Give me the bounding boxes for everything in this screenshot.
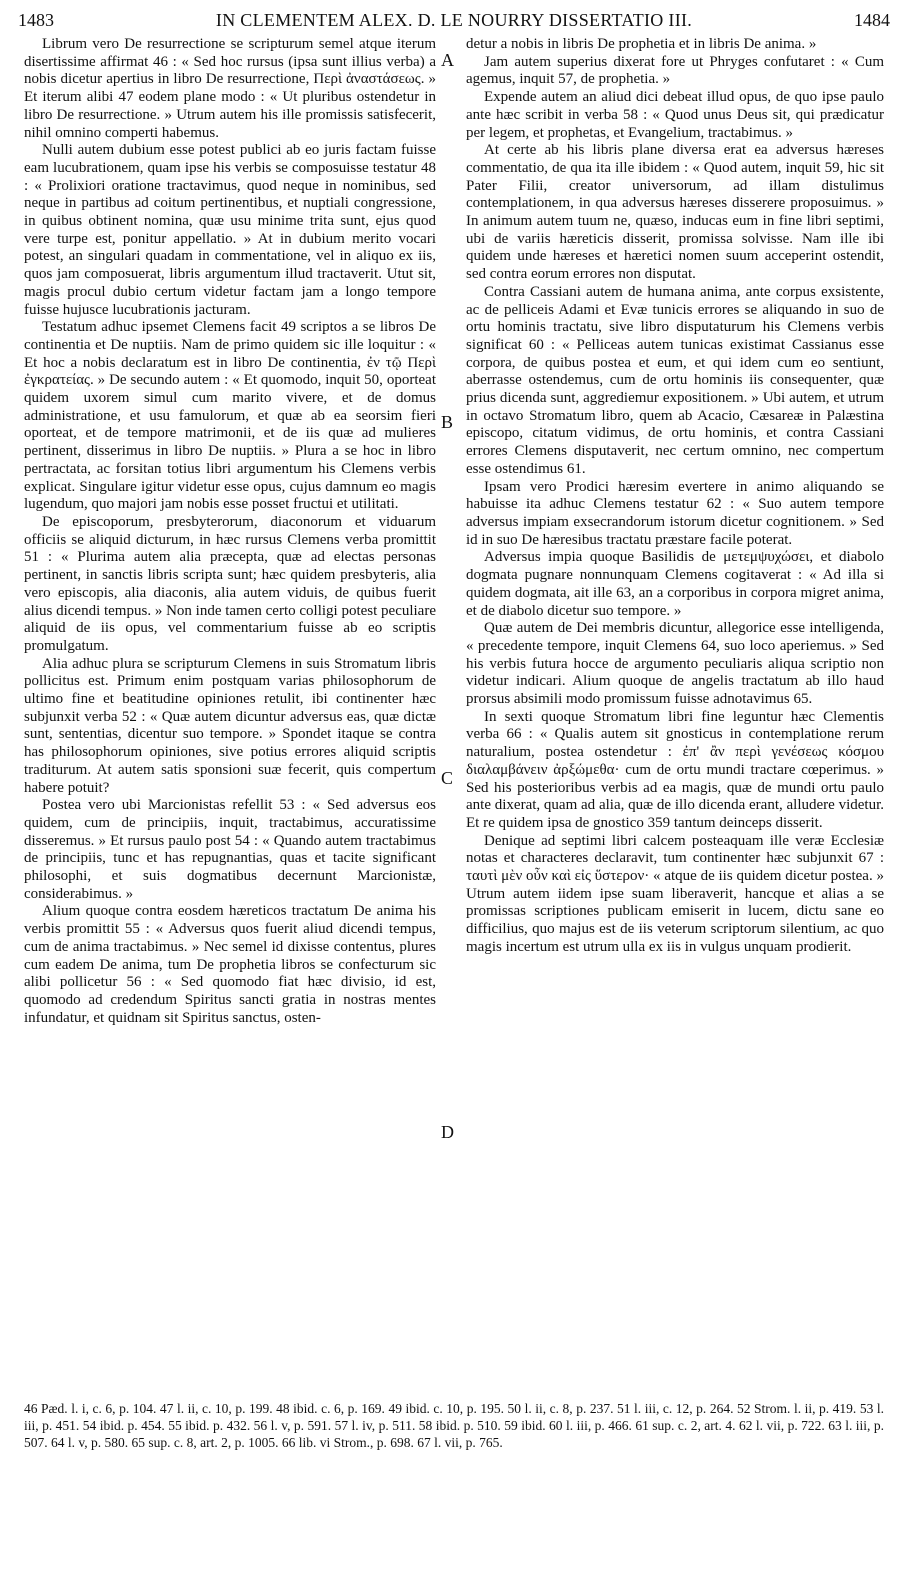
paragraph: De episcoporum, presbyterorum, diaconorum et viduarum officiis se aliquid dicturum, in hæc rursus Clemens verba promittit 51 : « Plurima autem alia præcepta, quæ ad electas personas pertinent, in sanctis libris scripta sunt; hæc quidem presbyteris, alia vero episcopis, alia diaconis, alia autem viduis, de quibus fuerit alius dicendi tempus. » Non inde tamen certo colligi potest peculiare aliquid de iis opus, vel commentarium fuisse ab eo scriptis promulgatum. bbox=[24, 513, 436, 654]
right-column bbox=[466, 36, 884, 957]
paragraph: Quæ autem de Dei membris dicuntur, allegorice esse intelligenda, « precedente tempore, inquit Clemens 64, suo loco aperiemus. » Sed his verbis futura hocce de argumento peculiaris aliqua scriptio non videtur indicari. Alium quoque de angelis tractatum ab illo haud prorsus absimili modo promissum fuisse adnotavimus 65. bbox=[466, 620, 884, 708]
margin-letter-c: C bbox=[441, 768, 454, 788]
margin-letter-a: A bbox=[441, 50, 454, 70]
page-number-right: 1484 bbox=[854, 10, 890, 30]
paragraph: Nulli autem dubium esse potest publici ab eo juris factam fuisse eam lucubrationem, quam ipse his verbis se composuisse testatur 48 : « Prolixiori oratione tractavimus, quod neque in nominibus, sed neque in partibus ad coitum pertinentibus, et nuptiali congressione, in quibus obtinent nomina, quæ usu minime trita sunt, ejus quod vere turpe est, ponitur appellatio. » At in dubium merito vocari potest, an singulari quadam in commentatione, vel in aliquo ex iis, quos jam composuerat, libris argumentum illud tractaverit. Utut sit, magis procul dubio certum videtur factam jam a longo tempore fuisse hujusce lucubrationis jacturam. bbox=[24, 142, 436, 318]
paragraph: At certe ab his libris plane diversa erat ea adversus hæreses commentatio, de qua ita ille ibidem : « Quod autem, inquit 59, hic sit Pater Filii, creator universorum, ad illam distulimus contemplationem, in qua adversus hæreses disserere proposuimus. » In animum autem tuum ne, quæso, inducas eum in fine libri septimi, ubi de variis hæreticis disserit, promissa solvisse. Nam ille ibi quidem unde hæreses et hæretici nomen suum acceperint ostendit, sed contra eorum errores non disputat. bbox=[466, 142, 884, 283]
page-number-left: 1483 bbox=[18, 10, 54, 30]
page-header bbox=[18, 6, 890, 36]
paragraph: Expende autem an aliud dici debeat illud opus, de quo ipse paulo ante hæc scribit in verba 58 : « Quod unus Deus sit, qui prædicatur per legem, et prophetas, et Evangelium, tractabimus. » bbox=[466, 89, 884, 141]
running-title: IN CLEMENTEM ALEX. D. LE NOURRY DISSERTATIO III. bbox=[215, 10, 693, 30]
paragraph: Librum vero De resurrectione se scripturum semel atque iterum disertissime affirmat 46 : « Sed hoc rursus (ipsa sunt illius verba) a nobis dicetur apertius in libro De resurrectione, Περὶ ἀναστάσεως. » Et iterum alibi 47 eodem plane modo : « Ut pluribus ostendetur in libro De resurrectione. » Utrum autem his ille promissis satisfecerit, nihil omnino comperti habemus. bbox=[24, 36, 436, 141]
paragraph: Ipsam vero Prodici hæresim evertere in animo aliquando se habuisse ita adhuc Clemens testatur 62 : « Suo autem tempore adversus impiam exsecrandorum istorum dicetur cognitionem. » Sed id in suo De hæresibus tractatu præstare facile poterat. bbox=[466, 478, 884, 548]
paragraph: Postea vero ubi Marcionistas refellit 53 : « Sed adversus eos quidem, cum de principiis, inquit, tractabimus, accuratissime disseremus. » Et rursus paulo post 54 : « Quando autem tractabimus de principiis, tunc et has repugnantias, quas et tacite significant philosophi, et suis dogmatibus decernunt Marcionistæ, considerabimus. » bbox=[24, 797, 436, 902]
left-column bbox=[24, 36, 436, 1027]
paragraph: detur a nobis in libris De prophetia et in libris De anima. » bbox=[466, 36, 817, 52]
paragraph: Alia adhuc plura se scripturum Clemens in suis Stromatum libris pollicitus est. Primum enim postquam varias philosophorum de ultimo fine et beatitudine opiniones retulit, ibi continenter hæc subjunxit verba 52 : « Quæ autem dicuntur adversus eas, quæ dictæ sunt, sententias, dicentur suo tempore. » Spondet itaque se contra has philosophorum opiniones, sive potius errores aliquid scriptis traditurum. At autem satis sponsioni suæ fecerit, quis compertum habere potuit? bbox=[24, 655, 436, 796]
margin-letter-b: B bbox=[441, 412, 454, 432]
paragraph: Adversus impia quoque Basilidis de μετεμψυχώσει, et diabolo dogmata pugnare nonnunquam Clemens cogitaverat : « Ad illa si quidem dogmata, ait ille 63, an a corporibus in corpora migret anima, et de diabolo dicetur suo tempore. » bbox=[466, 549, 884, 619]
paragraph: Testatum adhuc ipsemet Clemens facit 49 scriptos a se libros De continentia et De nuptiis. Nam de primo quidem sic ille loquitur : « Et hoc a nobis declaratum est in libro De continentia, ἐν τῷ Περὶ ἐγκρατείας. » De secundo autem : « Et quomodo, inquit 50, oporteat quidem uxorem simul cum marito vivere, et de domus administratione, et usu famulorum, et quæ ab ea seorsim fieri oporteat, et de tempore matrimonii, et de iis quæ ad mulieres pertinent, disserimus in libro De nuptiis. » Plura a se hoc in libro pertractata, ac forsitan totius libri argumentum his Clemens verbis explicat. Singulare igitur videtur esse opus, cujus damnum eo magis lugendum, quo majori jam nobis esse posset fructui et utilitati. bbox=[24, 319, 436, 513]
paragraph: Denique ad septimi libri calcem posteaquam ille veræ Ecclesiæ notas et characteres declaravit, tum continenter hæc subjunxit 67 : ταυτὶ μὲν οὖν καὶ εἰς ὕστερον· « atque de iis quidem dicetur postea. » Utrum autem iidem ipse suam liberaverit, hancque et alias a se promissas scriptiones publicam emiserit in lucem, dictu sane eo difficilius, quo majus est de iis veterum scriptorum silentium, ac quo magis incertum est utrum ulla ex iis in vulgus unquam prodierit. bbox=[466, 832, 884, 955]
footnotes: 46 Pæd. l. i, c. 6, p. 104. 47 l. ii, c. 10, p. 199. 48 ibid. c. 6, p. 169. 49 ibid. c. 10, p. 195. 50 l. ii, c. 8, p. 237. 51 l. iii, c. 12, p. 264. 52 Strom. l. ii, p. 419. 53 l. iii, p. 451. 54 ibid. p. 454. 55 ibid. p. 432. 56 l. v, p. 591. 57 l. iv, p. 511. 58 ibid. p. 510. 59 ibid. 60 l. iii, p. 466. 61 sup. c. 2, art. 4. 62 l. vii, p. 722. 63 l. iii, p. 507. 64 l. v, p. 580. 65 sup. c. 8, art. 2, p. 1005. 66 lib. vi Strom., p. 698. 67 l. vii, p. 765. bbox=[24, 1401, 884, 1450]
margin-letter-d: D bbox=[441, 1122, 454, 1142]
paragraph: Contra Cassiani autem de humana anima, ante corpus exsistente, ac de pelliceis Adami et Evæ tunicis errores se aliquando in suo de ortu hominis tractatu, sive libro disputaturum his Clemens verbis significat 60 : « Pelliceas autem tunicas existimat Cassianus esse corpora, de quibus postea et eum, et qui idem cum eo sentiunt, aberrasse ostendemus, cum de ortu hominis iis consequenter, quæ prius dicenda sunt, aggrediemur expositionem. » Ubi autem, et utrum in octavo Stromatum libro, quem ab Acacio, Cæsareæ in Palæstina episcopo, citatum vidimus, de ortu hominis, et contra Cassiani errores Clemens disputaverit, nec certum omnino, nec compertum esse ostendimus 61. bbox=[466, 283, 884, 477]
paragraph: Alium quoque contra eosdem hæreticos tractatum De anima his verbis promittit 55 : « Adversus quos fuerit aliud dicendi tempus, cum de anima tractabimus. » Nec semel id dixisse contentus, plures cum eadem De anima, tum De prophetia libros se confecturum sic alibi pollicetur 56 : « Sed quomodo fiat hæc divisio, id est, quomodo ad credendum Spiritus sancti gratia in nostras mentes infundatur, et quidnam sit Spiritus sanctus, osten- bbox=[24, 903, 436, 1026]
paragraph: Jam autem superius dixerat fore ut Phryges confutaret : « Cum agemus, inquit 57, de prophetia. » bbox=[466, 53, 884, 88]
paragraph: In sexti quoque Stromatum libri fine leguntur hæc Clementis verba 66 : « Qualis autem sit gnosticus in contemplatione rerum naturalium, postea ostendetur : ἐπ' ἂν περὶ γενέσεως κόσμου διαλαμβάνειν ἀρξώμεθα· cum de ortu mundi tractare cœperimus. » Sed his posterioribus verbis ad ea magis, quæ de mundi ortu paulo ante dixerat, quam ad alia, quæ de illo dicenda erant, alludere videtur. Et re quidem ipsa de gnostico 359 tantum deinceps disserit. bbox=[466, 708, 884, 831]
